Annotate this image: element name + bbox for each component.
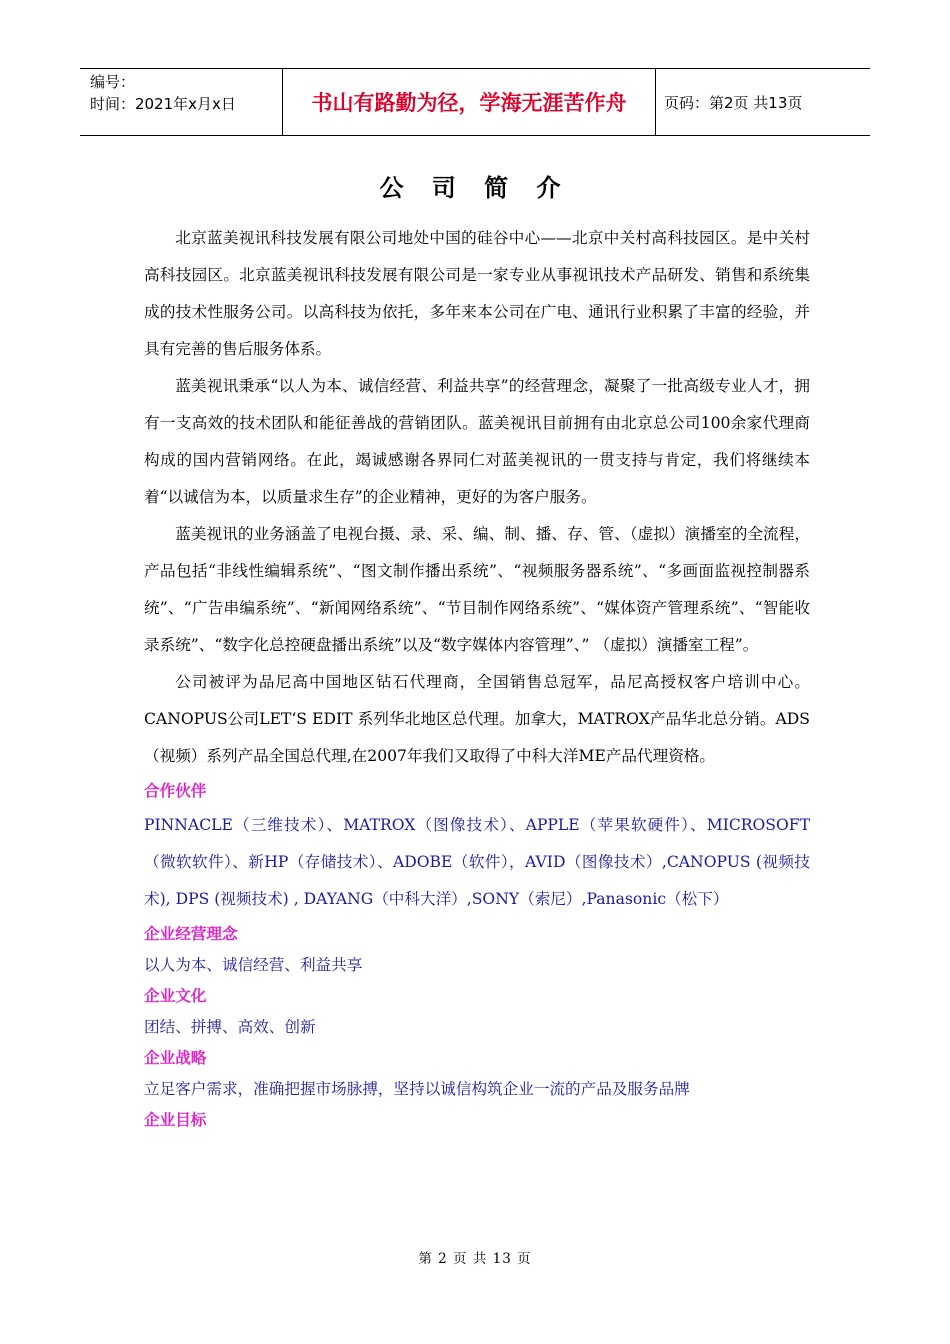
goal-heading: 企业目标 bbox=[144, 1111, 207, 1129]
header-meta bbox=[80, 69, 282, 135]
strategy-text: 立足客户需求，准确把握市场脉搏，坚持以诚信构筑企业一流的产品及服务品牌 bbox=[144, 1080, 690, 1098]
document-body bbox=[144, 220, 810, 1136]
paragraph-intro: 北京蓝美视讯科技发展有限公司地处中国的硅谷中心——北京中关村高科技园区。是中关村高科技园区。北京蓝美视讯科技发展有限公司是一家专业从事视讯技术产品研发、销售和系统集成的技术性服务公司。以高科技为依托，多年来本公司在广电、通讯行业积累了丰富的经验，并具有完善的售后服务体系。 bbox=[144, 229, 810, 358]
partners-text: PINNACLE（三维技术）、MATROX（图像技术）、APPLE（苹果软硬件）、MICROSOFT（微软软件）、新HP（存储技术）、ADOBE（软件），AVID（图像技术）,CANOPUS (视频技术), DPS (视频技术) , DAYANG（中科大洋）,SONY（索尼）,Panasonic（松下） bbox=[144, 816, 810, 908]
philosophy-heading: 企业经营理念 bbox=[144, 925, 238, 943]
header-motto: 书山有路勤为径，学海无涯苦作舟 bbox=[282, 69, 656, 135]
culture-text: 团结、拼搏、高效、创新 bbox=[144, 1018, 316, 1036]
culture-heading: 企业文化 bbox=[144, 987, 207, 1005]
partners-heading: 合作伙伴 bbox=[144, 782, 207, 800]
philosophy-text: 以人为本、诚信经营、利益共享 bbox=[144, 956, 363, 974]
strategy-heading: 企业战略 bbox=[144, 1049, 207, 1067]
time-label: 时间：2021年x月x日 bbox=[90, 95, 236, 113]
paragraph-honors: 公司被评为品尼高中国地区钻石代理商，全国销售总冠军，品尼高授权客户培训中心。CANOPUS公司LET‘S EDIT 系列华北地区总代理。加拿大，MATROX产品华北总分销。ADS（视频）系列产品全国总代理,在2007年我们又取得了中科大洋ME产品代理资格。 bbox=[144, 673, 810, 765]
number-label: 编号： bbox=[90, 73, 136, 91]
paragraph-business: 蓝美视讯的业务涵盖了电视台摄、录、采、编、制、播、存、管、（虚拟）演播室的全流程，产品包括“非线性编辑系统”、“图文制作播出系统”、“视频服务器系统”、“多画面监视控制器系统”、“广告串编系统”、“新闻网络系统”、“节目制作网络系统”、“媒体资产管理系统”、“智能收录系统”、“数字化总控硬盘播出系统”以及“数字媒体内容管理”、” （虚拟）演播室工程”。 bbox=[144, 525, 810, 654]
page-header bbox=[80, 68, 870, 136]
page-title: 公 司 简 介 bbox=[379, 174, 571, 202]
paragraph-philosophy: 蓝美视讯秉承“以人为本、诚信经营、利益共享”的经营理念，凝聚了一批高级专业人才，拥有一支高效的技术团队和能征善战的营销团队。蓝美视讯目前拥有由北京总公司100余家代理商构成的国内营销网络。在此，竭诚感谢各界同仁对蓝美视讯的一贯支持与肯定，我们将继续本着“以诚信为本，以质量求生存”的企业精神，更好的为客户服务。 bbox=[144, 377, 810, 506]
header-page-label: 页码：第2页 共13页 bbox=[664, 93, 803, 112]
page-footer: 第 2 页 共 13 页 bbox=[418, 1251, 532, 1267]
